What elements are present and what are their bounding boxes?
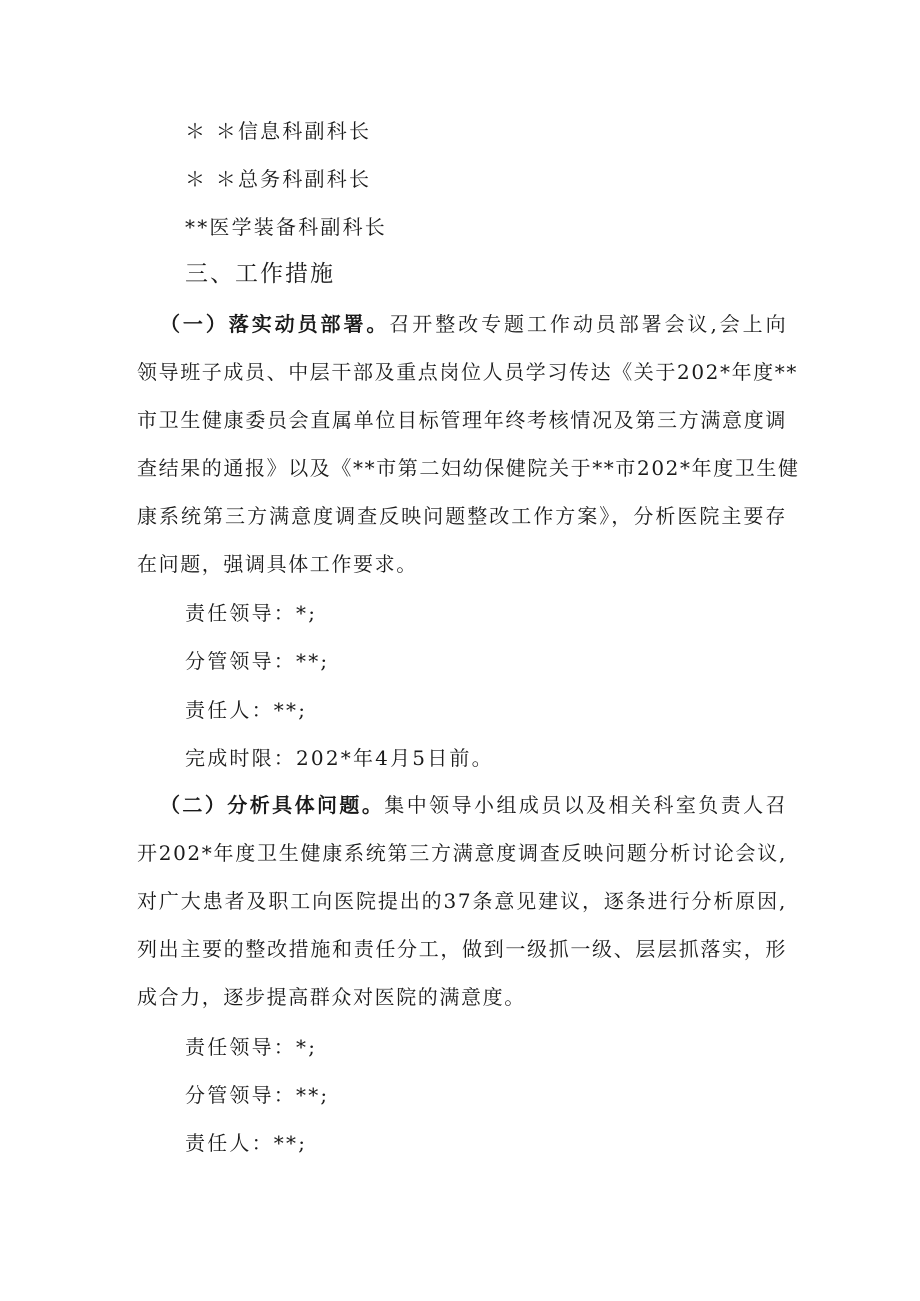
measure-1-supervising-leader: 分管领导：**; xyxy=(185,649,330,673)
measure-1-deadline: 完成时限：202*年4月5日前。 xyxy=(185,746,494,770)
measure-2-line: 开202*年度卫生健康系统第三方满意度调查反映问题分析讨论会议, xyxy=(137,841,787,865)
measure-1-line: 康系统第三方满意度调查反映问题整改工作方案》，分析医院主要存 xyxy=(137,504,787,528)
staff-item-info-dept: ＊ ＊信息科副科长 xyxy=(185,119,372,143)
measure-2-supervising-leader: 分管领导：**; xyxy=(185,1083,330,1107)
measure-1-responsible-person: 责任人：**; xyxy=(185,698,308,722)
staff-item-medical-equipment: **医学装备科副科长 xyxy=(185,215,387,239)
measure-2-title: （二）分析具体问题。 xyxy=(160,793,385,817)
measure-2-line: 成合力，逐步提高群众对医院的满意度。 xyxy=(137,985,526,1009)
measure-1-line: 市卫生健康委员会直属单位目标管理年终考核情况及第三方满意度调 xyxy=(137,408,787,432)
measure-1-line-0: 召开整改专题工作动员部署会议,会上向 xyxy=(389,312,788,336)
measure-2-responsible-leader: 责任领导：*; xyxy=(185,1035,318,1059)
measure-1-line: 领导班子成员、中层干部及重点岗位人员学习传达《关于202*年度** xyxy=(137,360,798,384)
staff-item-general-affairs: ＊ ＊总务科副科长 xyxy=(185,167,372,191)
measure-1-first-line xyxy=(160,310,787,338)
section-heading: 三、工作措施 xyxy=(185,261,335,287)
measure-2-first-line xyxy=(160,791,787,819)
measure-2-responsible-person: 责任人：**; xyxy=(185,1131,308,1155)
measure-1-responsible-leader: 责任领导：*; xyxy=(185,601,318,625)
measure-2-line: 对广大患者及职工向医院提出的37条意见建议，逐条进行分析原因, xyxy=(137,889,787,913)
measure-1-line: 查结果的通报》以及《**市第二妇幼保健院关于**市202*年度卫生健 xyxy=(137,456,800,480)
measure-2-line-0: 集中领导小组成员以及相关科室负责人召 xyxy=(384,793,787,817)
measure-2-line: 列出主要的整改措施和责任分工，做到一级抓一级、层层抓落实，形 xyxy=(137,937,787,961)
measure-1-line: 在问题，强调具体工作要求。 xyxy=(137,552,418,576)
measure-1-title: （一）落实动员部署。 xyxy=(160,312,390,336)
